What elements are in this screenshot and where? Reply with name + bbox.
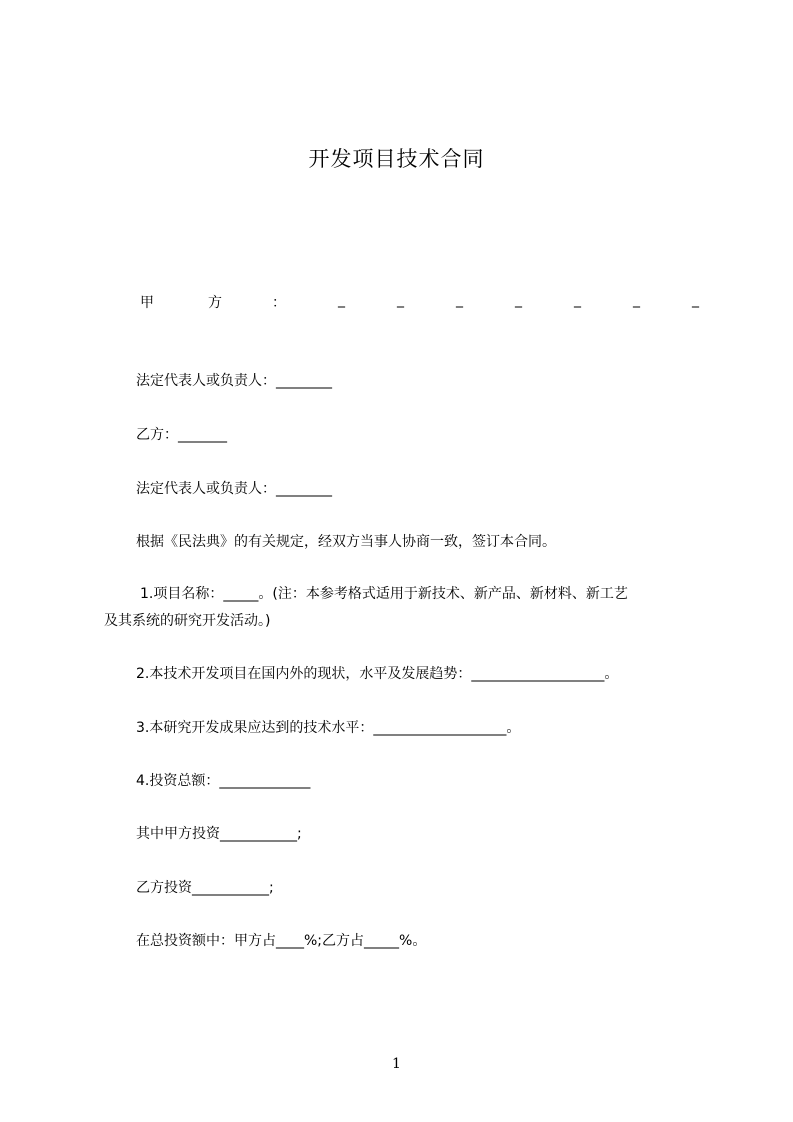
party-a-representative: 法定代表人或负责人：________ xyxy=(136,373,332,389)
party-a-label-char: 方 xyxy=(208,295,222,311)
party-a-blank: _ xyxy=(515,292,522,308)
party-a-blank: _ xyxy=(338,292,345,308)
party-a-line xyxy=(136,292,704,312)
page-number: 1 xyxy=(392,1056,401,1072)
party-a-blank: _ xyxy=(574,292,581,308)
party-a-blank: _ xyxy=(692,292,699,308)
party-b-investment: 乙方投资___________; xyxy=(136,880,274,896)
party-a-blank: _ xyxy=(456,292,463,308)
clause-1-continuation: 及其系统的研究开发活动。) xyxy=(104,613,271,629)
clause-3-technical-level: 3.本研究开发成果应达到的技术水平：___________________。 xyxy=(136,720,521,736)
clause-2-status: 2.本技术开发项目在国内外的现状，水平及发展趋势：___________________。 xyxy=(136,666,619,682)
clause-4-total-investment: 4.投资总额：_____________ xyxy=(136,773,311,789)
page-title: 开发项目技术合同 xyxy=(308,147,485,171)
party-a-blank: _ xyxy=(397,292,404,308)
party-a-investment: 其中甲方投资___________; xyxy=(136,826,302,842)
investment-ratio: 在总投资额中：甲方占____%;乙方占_____%。 xyxy=(136,933,427,949)
legal-basis-paragraph: 根据《民法典》的有关规定，经双方当事人协商一致，签订本合同。 xyxy=(136,534,556,550)
clause-1-project-name: 1.项目名称：_____。(注：本参考格式适用于新技术、新产品、新材料、新工艺 xyxy=(140,586,628,602)
party-a-label-char: 甲 xyxy=(140,295,154,311)
party-a-colon: ： xyxy=(272,295,286,311)
party-a-blank: _ xyxy=(633,292,640,308)
party-b-line: 乙方：_______ xyxy=(136,427,227,443)
party-b-representative: 法定代表人或负责人：________ xyxy=(136,481,332,497)
